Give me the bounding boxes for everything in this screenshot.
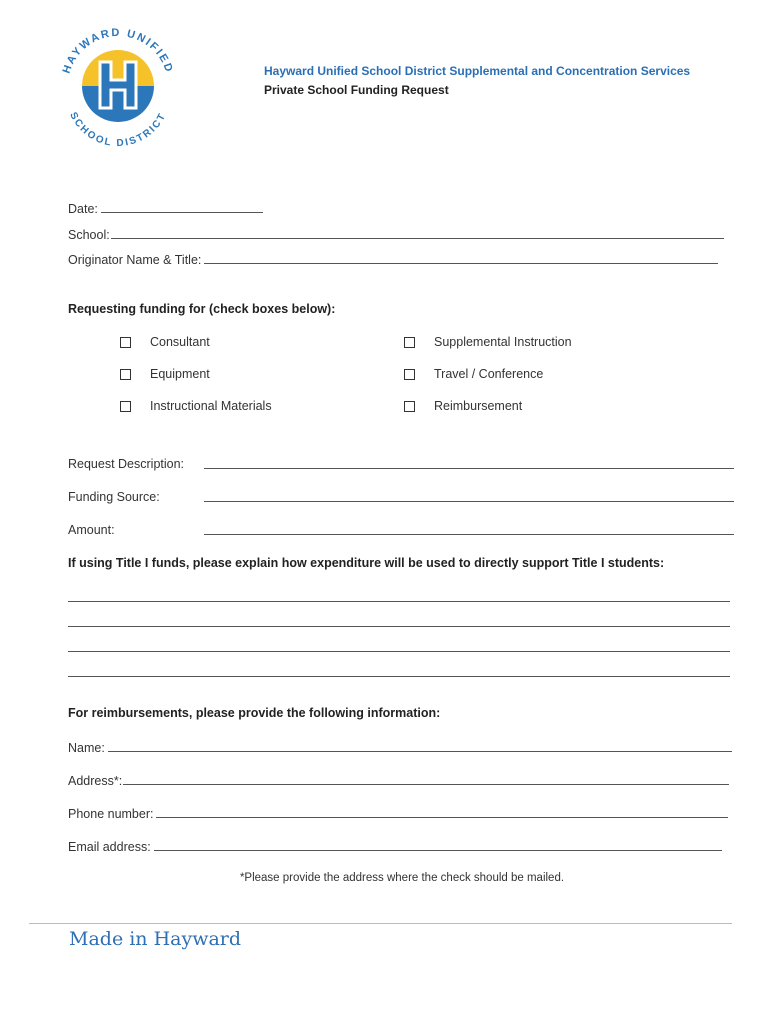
logo-text-top: HAYWARD UNIFIED bbox=[60, 26, 176, 76]
date-blank[interactable] bbox=[101, 201, 263, 213]
checkbox-reimbursement[interactable] bbox=[404, 399, 522, 413]
checkbox-box[interactable] bbox=[120, 369, 131, 380]
name-field[interactable] bbox=[68, 740, 732, 755]
form-subtitle: Private School Funding Request bbox=[264, 83, 449, 97]
name-blank[interactable] bbox=[108, 740, 732, 752]
footer-divider bbox=[29, 923, 732, 924]
amount-blank[interactable] bbox=[204, 534, 734, 535]
checkbox-box[interactable] bbox=[404, 401, 415, 412]
checkbox-label: Reimbursement bbox=[434, 399, 523, 413]
requesting-heading: Requesting funding for (check boxes below): bbox=[68, 302, 336, 316]
logo-text-bottom: SCHOOL DISTRICT bbox=[67, 110, 169, 148]
school-blank[interactable] bbox=[111, 227, 724, 239]
originator-blank[interactable] bbox=[204, 252, 718, 264]
checkbox-label: Travel / Conference bbox=[434, 367, 544, 381]
reimbursement-heading: For reimbursements, please provide the following information: bbox=[68, 706, 441, 720]
date-label: Date: bbox=[68, 202, 98, 216]
funding-source-blank[interactable] bbox=[204, 501, 734, 502]
phone-label: Phone number: bbox=[68, 807, 154, 821]
hayward-usd-logo bbox=[56, 24, 180, 148]
name-label: Name: bbox=[68, 741, 105, 755]
email-field[interactable] bbox=[68, 839, 722, 854]
form-title: Hayward Unified School District Supplemental and Concentration Services bbox=[264, 64, 691, 78]
title1-line[interactable] bbox=[68, 601, 730, 602]
checkbox-box[interactable] bbox=[120, 401, 131, 412]
funding-source-label: Funding Source: bbox=[68, 490, 160, 504]
checkbox-box[interactable] bbox=[404, 369, 415, 380]
checkbox-consultant[interactable] bbox=[120, 335, 210, 349]
address-blank[interactable] bbox=[123, 773, 729, 785]
request-description-blank[interactable] bbox=[204, 468, 734, 469]
email-blank[interactable] bbox=[154, 839, 722, 851]
originator-label: Originator Name & Title: bbox=[68, 253, 202, 267]
title1-line[interactable] bbox=[68, 626, 730, 627]
checkbox-supplemental-instruction[interactable] bbox=[404, 335, 572, 349]
title1-line[interactable] bbox=[68, 676, 730, 677]
checkbox-box[interactable] bbox=[120, 337, 131, 348]
school-field[interactable] bbox=[68, 227, 724, 242]
checkbox-label: Equipment bbox=[150, 367, 210, 381]
originator-field[interactable] bbox=[68, 252, 718, 267]
checkbox-equipment[interactable] bbox=[120, 367, 210, 381]
checkbox-box[interactable] bbox=[404, 337, 415, 348]
school-label: School: bbox=[68, 228, 110, 242]
phone-blank[interactable] bbox=[156, 806, 728, 818]
amount-label: Amount: bbox=[68, 523, 115, 537]
address-label: Address*: bbox=[68, 774, 123, 788]
request-description-label: Request Description: bbox=[68, 457, 185, 471]
checkbox-label: Consultant bbox=[150, 335, 210, 349]
date-field[interactable] bbox=[68, 201, 263, 216]
checkbox-travel-conference[interactable] bbox=[404, 367, 543, 381]
title1-line[interactable] bbox=[68, 651, 730, 652]
email-label: Email address: bbox=[68, 840, 151, 854]
title1-heading: If using Title I funds, please explain how expenditure will be used to directly support Title I students: bbox=[68, 556, 665, 570]
footer-tagline: Made in Hayward bbox=[69, 928, 242, 950]
address-field[interactable] bbox=[68, 773, 729, 788]
checkbox-instructional-materials[interactable] bbox=[120, 399, 272, 413]
phone-field[interactable] bbox=[68, 806, 728, 821]
checkbox-label: Instructional Materials bbox=[150, 399, 272, 413]
checkbox-label: Supplemental Instruction bbox=[434, 335, 572, 349]
mailing-note: *Please provide the address where the check should be mailed. bbox=[239, 872, 565, 884]
